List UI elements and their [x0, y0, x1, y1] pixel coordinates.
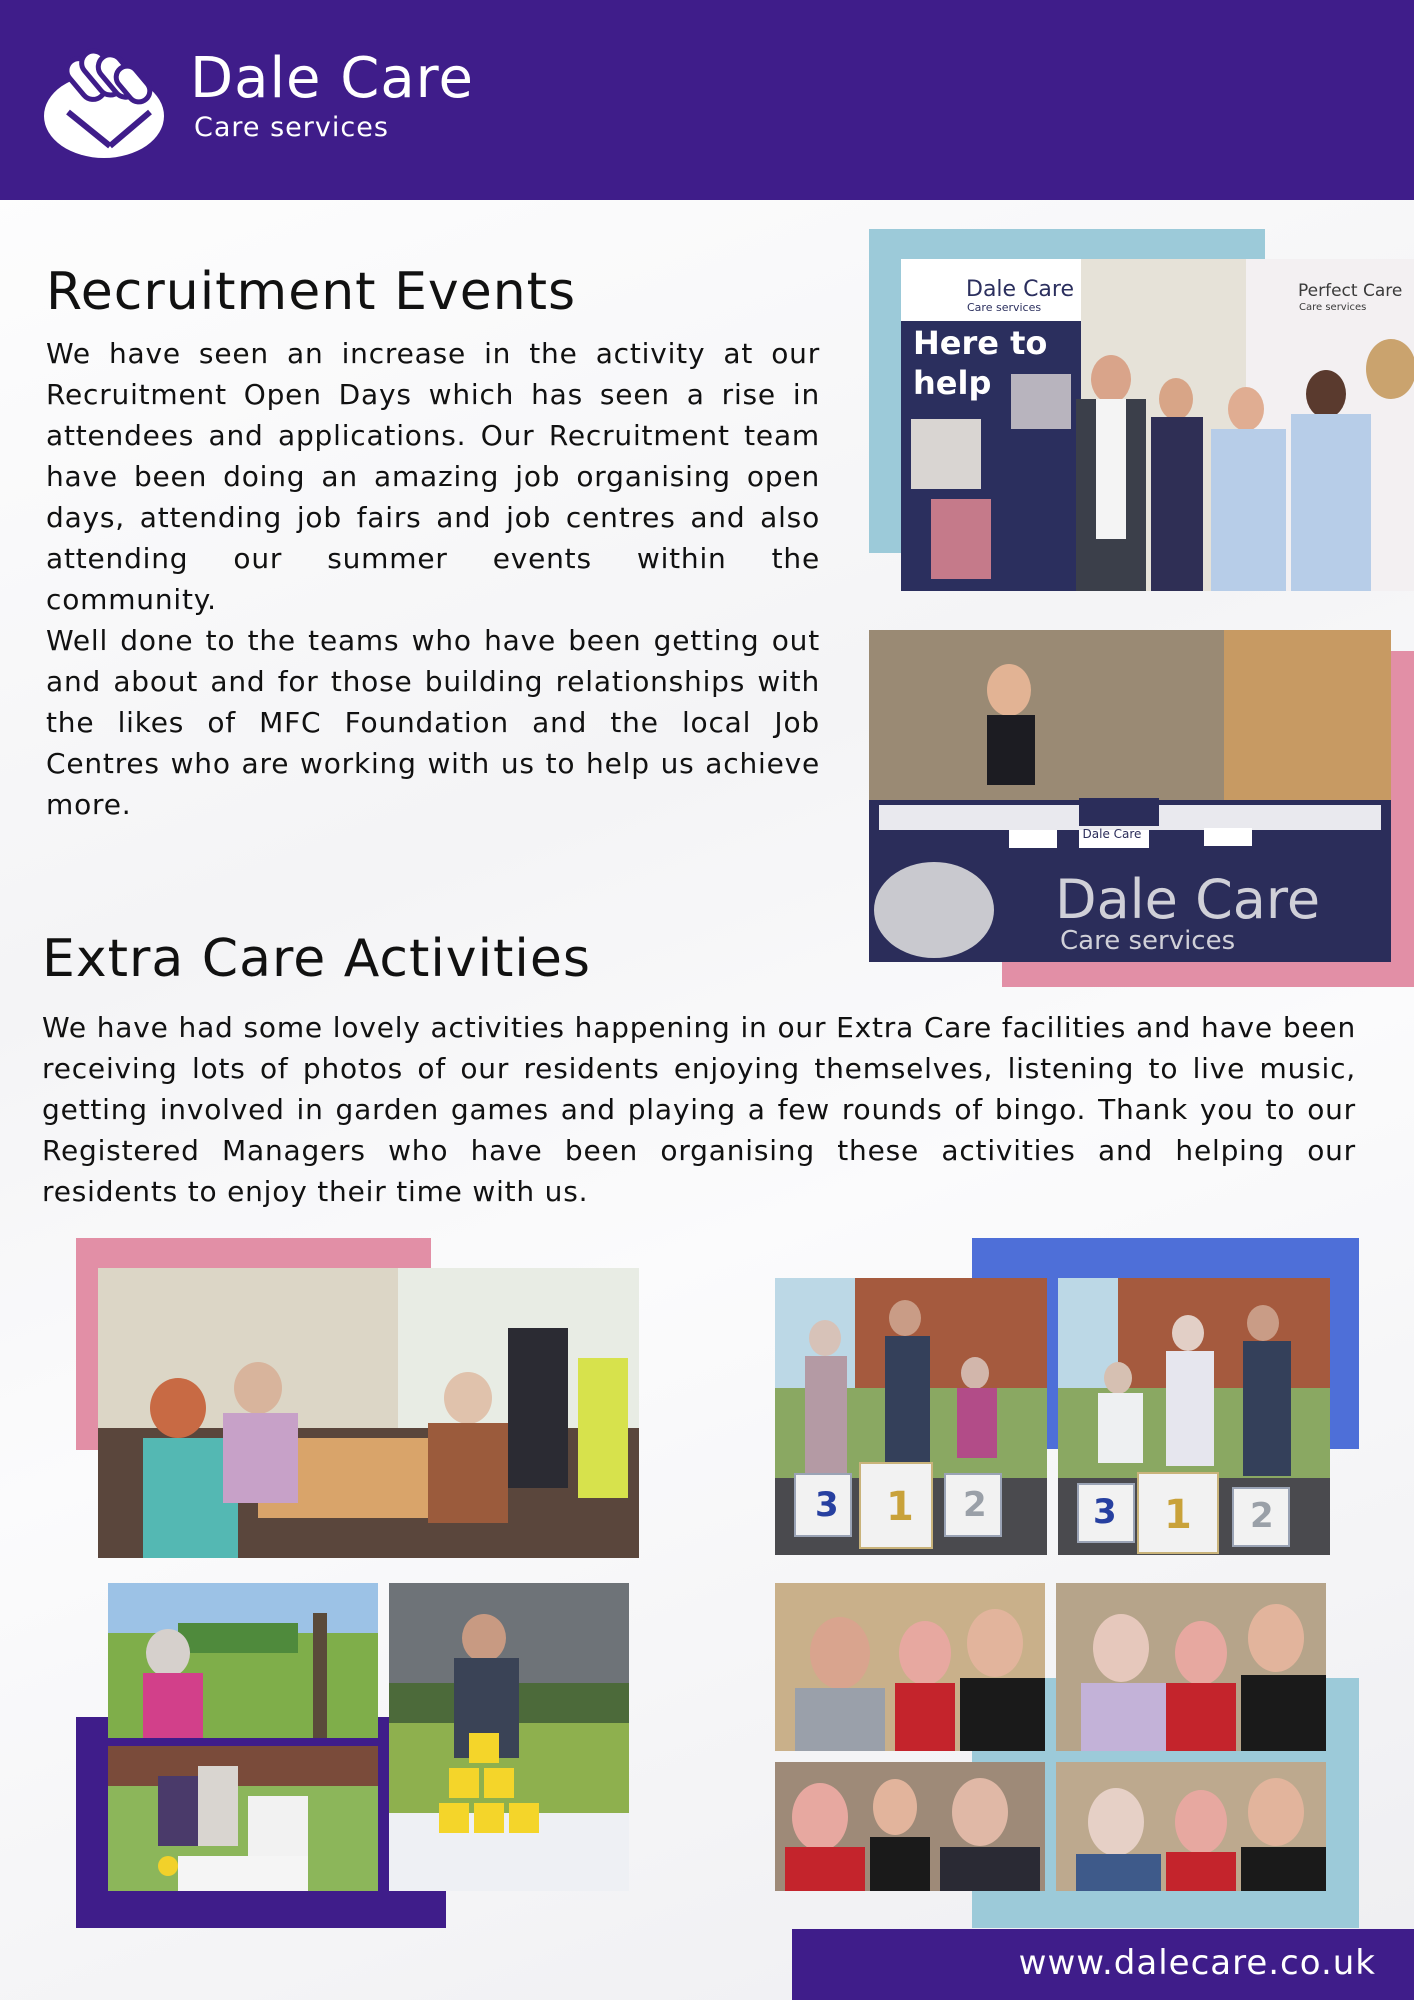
- garden-game-photo-3: [389, 1583, 629, 1891]
- podium-number-second: 2: [963, 1485, 987, 1525]
- recruitment-title: Recruitment Events: [46, 262, 577, 322]
- live-music-photo-3: [775, 1762, 1045, 1891]
- brand-subtitle: Care services: [194, 112, 389, 143]
- podium-photo-2: [1058, 1278, 1330, 1555]
- header-bar: [0, 0, 1414, 200]
- recruitment-paragraph-1: We have seen an increase in the activity at our Recruitment Open Days which has seen a rise in attendees and applications. Our Recruitment team have been doing an amazing job organising open days, attending job fairs and job centres and also attending our summer events within the community.: [46, 337, 820, 616]
- footer-bar: [792, 1929, 1414, 2000]
- bingo-photo: [98, 1268, 639, 1558]
- podium-number-third: 3: [815, 1485, 839, 1525]
- cloth-brand: Dale Care: [1055, 868, 1321, 931]
- recruitment-team-photo: [901, 259, 1414, 591]
- podium-number-first-2: 1: [1164, 1492, 1192, 1538]
- live-music-photo-2: [1056, 1583, 1326, 1751]
- podium-number-third-2: 3: [1093, 1492, 1117, 1532]
- podium-photo-1: [775, 1278, 1047, 1555]
- garden-game-photo-1: [108, 1583, 378, 1738]
- live-music-photo-1: [775, 1583, 1045, 1751]
- extra-care-paragraph: We have had some lovely activities happening in our Extra Care facilities and have been receiving lots of photos of our residents enjoying themselves, listening to live music, getting involved in garden games and playing a few rounds of bingo. Thank you to our Registered Managers who have been organising these activities and helping our residents to enjoy their time with us.: [42, 1011, 1356, 1208]
- website-link[interactable]: www.dalecare.co.uk: [1018, 1943, 1376, 1983]
- table-card-text: Dale Care: [1082, 827, 1142, 841]
- podium-number-first: 1: [886, 1484, 914, 1530]
- podium-number-second-2: 2: [1250, 1496, 1274, 1536]
- live-music-photo-4: [1056, 1762, 1326, 1891]
- recruitment-paragraph-2: Well done to the teams who have been getting out and about and for those building relationships with the likes of MFC Foundation and the local Job Centres who are working with us to help us achieve more.: [46, 624, 820, 821]
- banner2-sub: Care services: [1299, 302, 1367, 313]
- garden-game-photo-2: [108, 1746, 378, 1891]
- hands-logo-icon: [40, 42, 168, 160]
- cloth-sub: Care services: [1060, 926, 1236, 956]
- extra-care-title: Extra Care Activities: [42, 929, 591, 989]
- brand-name: Dale Care: [190, 46, 474, 111]
- banner-sub: Care services: [967, 301, 1042, 314]
- banner-brand: Dale Care: [966, 277, 1075, 302]
- recruitment-stand-photo: [869, 630, 1391, 962]
- banner-slogan: Here to help: [913, 324, 1048, 402]
- banner2-brand: Perfect Care: [1298, 281, 1403, 301]
